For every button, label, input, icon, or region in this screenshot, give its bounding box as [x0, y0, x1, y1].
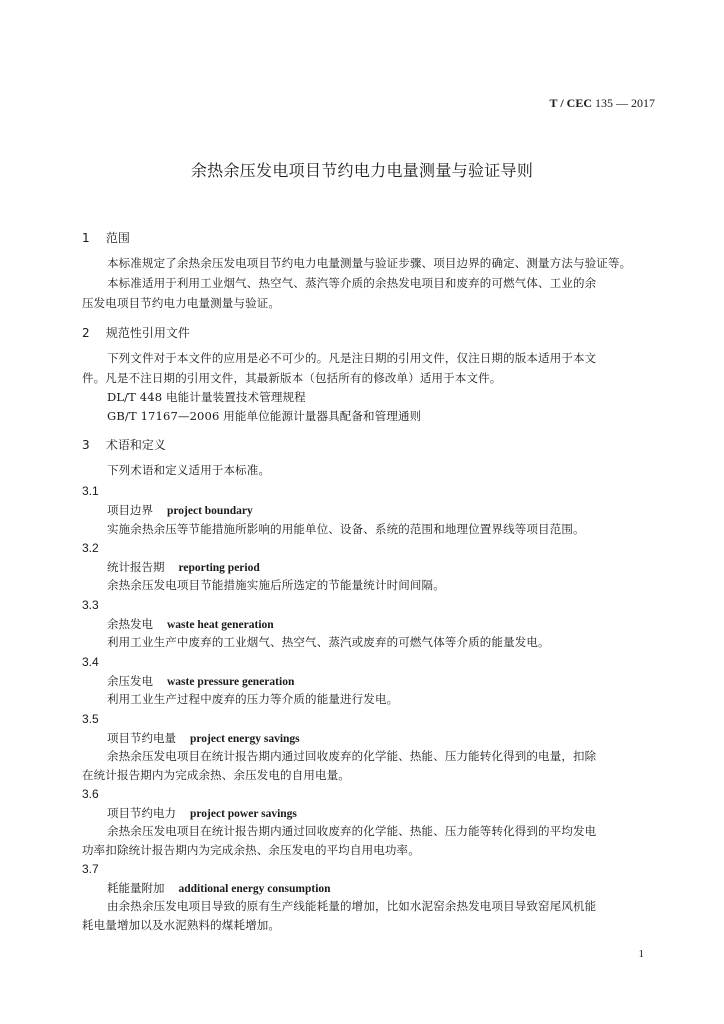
- term-heading: [107, 805, 297, 821]
- term-en: project boundary: [167, 505, 253, 517]
- section-title: 规范性引用文件: [105, 326, 190, 340]
- term-en: additional energy consumption: [178, 883, 331, 895]
- term-number: 3.6: [82, 787, 99, 801]
- term-en: project power savings: [190, 808, 297, 820]
- section-2-paragraph-1a: 下列文件对于本文件的应用是必不可少的。凡是注日期的引用文件，仅注日期的版本适用于本文: [107, 351, 597, 365]
- term-number: 3.3: [82, 598, 99, 612]
- term-en: project energy savings: [190, 733, 300, 745]
- term-definition: 余热余压发电项目节能措施实施后所选定的节能量统计时间间隔。: [107, 578, 445, 592]
- term-definition-cont: 在统计报告期内为完成余热、余压发电的自用电量。: [82, 768, 350, 782]
- term-en: reporting period: [178, 562, 260, 574]
- term-number: 3.1: [82, 484, 99, 498]
- term-zh: 统计报告期: [107, 560, 165, 574]
- term-zh: 耗能量附加: [107, 881, 165, 895]
- section-1-heading: [82, 229, 130, 246]
- reference-gb-t-17167: GB/T 17167—2006 用能单位能源计量器具配备和管理通则: [107, 409, 422, 423]
- term-definition: 余热余压发电项目在统计报告期内通过回收废弃的化学能、热能、压力能转化得到的电量，扣除: [107, 749, 597, 763]
- term-en: waste pressure generation: [167, 676, 295, 688]
- term-heading: [107, 502, 253, 518]
- term-definition: 余热余压发电项目在统计报告期内通过回收废弃的化学能、热能、压力能等转化得到的平均发电: [107, 824, 597, 838]
- reference-dl-t-448: DL/T 448 电能计量装置技术管理规程: [107, 390, 306, 404]
- term-definition: 实施余热余压等节能措施所影响的用能单位、设备、系统的范围和地理位置界线等项目范围。: [107, 522, 585, 536]
- term-definition: 由余热余压发电项目导致的原有生产线能耗量的增加，比如水泥窑余热发电项目导致窑尾风机能: [107, 899, 597, 913]
- section-3-paragraph-1: 下列术语和定义适用于本标准。: [107, 463, 271, 477]
- section-1-paragraph-1: 本标准规定了余热余压发电项目节约电力电量测量与验证步骤、项目边界的确定、测量方法与验证等。: [107, 256, 632, 270]
- term-heading: [107, 616, 274, 632]
- section-title: 范围: [105, 231, 130, 245]
- term-heading: [107, 559, 260, 575]
- section-number: 3: [82, 438, 90, 452]
- term-heading: [107, 730, 300, 746]
- term-definition-cont: 耗电量增加以及水泥熟料的煤耗增加。: [82, 918, 281, 932]
- term-number: 3.5: [82, 712, 99, 726]
- standard-code: [550, 96, 655, 111]
- term-en: waste heat generation: [167, 619, 274, 631]
- section-title: 术语和定义: [105, 438, 166, 452]
- section-1-paragraph-2b: 压发电项目节约电力电量测量与验证。: [82, 296, 281, 310]
- section-3-heading: [82, 436, 166, 453]
- section-1-paragraph-2a: 本标准适用于利用工业烟气、热空气、蒸汽等介质的余热发电项目和废弃的可燃气体、工业的余: [107, 276, 597, 290]
- section-2-heading: [82, 324, 190, 341]
- term-number: 3.4: [82, 655, 99, 669]
- standard-number: 135 — 2017: [595, 96, 655, 110]
- standard-prefix: T / CEC: [549, 96, 592, 110]
- term-definition: 利用工业生产过程中废弃的压力等介质的能量进行发电。: [107, 692, 399, 706]
- term-heading: [107, 880, 331, 896]
- term-zh: 余热发电: [107, 617, 153, 631]
- term-zh: 项目边界: [107, 503, 153, 517]
- section-2-paragraph-1b: 件。凡是不注日期的引用文件，其最新版本（包括所有的修改单）适用于本文件。: [82, 371, 502, 385]
- term-heading: [107, 673, 294, 689]
- term-number: 3.7: [82, 862, 99, 876]
- section-number: 1: [82, 231, 90, 245]
- term-definition-cont: 功率扣除统计报告期内为完成余热、余压发电的平均自用电功率。: [82, 843, 420, 857]
- document-title: 余热余压发电项目节约电力电量测量与验证导则: [190, 161, 534, 180]
- term-definition: 利用工业生产中废弃的工业烟气、热空气、蒸汽或废弃的可燃气体等介质的能量发电。: [107, 635, 550, 649]
- term-number: 3.2: [82, 541, 99, 555]
- term-zh: 项目节约电量: [107, 731, 176, 745]
- term-zh: 余压发电: [107, 674, 153, 688]
- term-zh: 项目节约电力: [107, 806, 176, 820]
- section-number: 2: [82, 326, 90, 340]
- page-number: 1: [638, 948, 644, 960]
